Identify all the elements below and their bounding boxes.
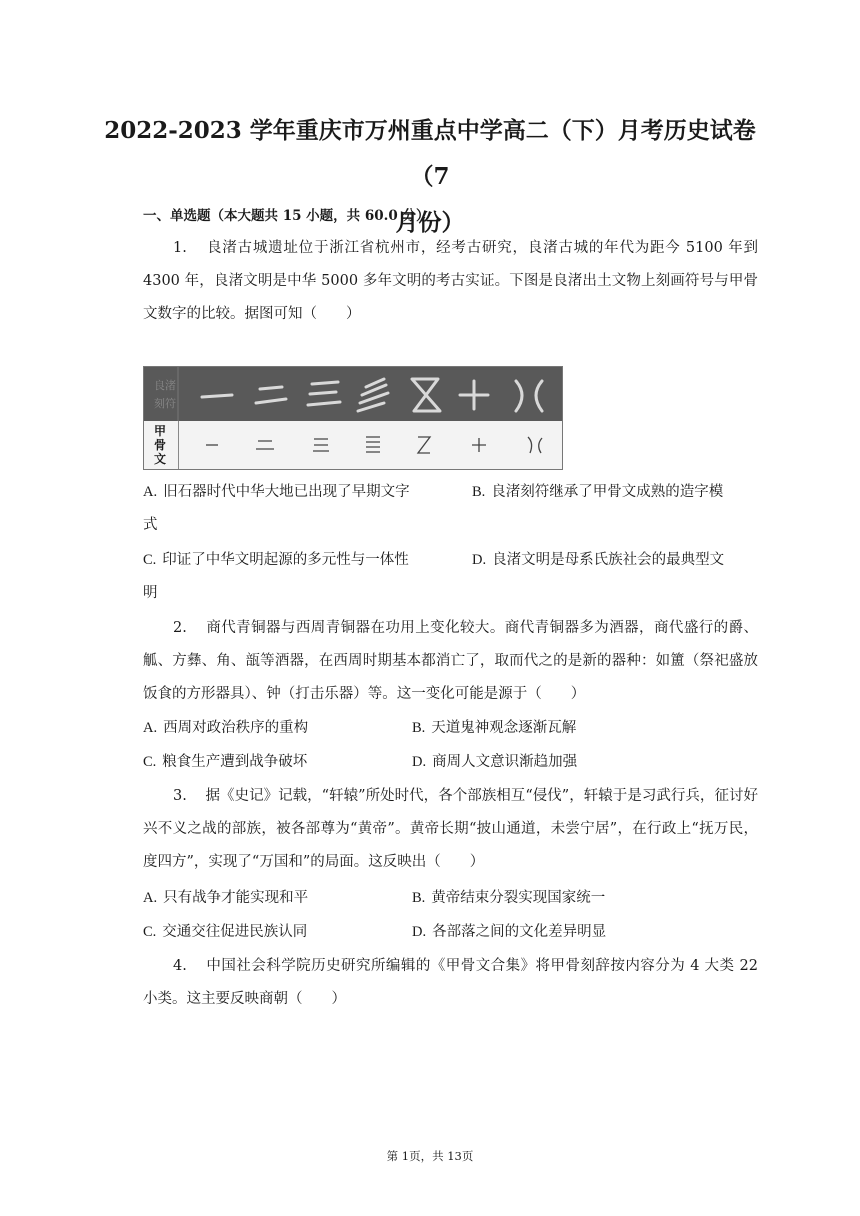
liangzhu-glyph-5 [412,379,440,411]
q3-option-b[interactable]: B. 黄帝结束分裂实现国家统一 [412,890,606,906]
oracle-glyph-4 [366,437,380,452]
question-2-stem [143,612,758,711]
q1-option-d[interactable]: D. 良渚文明是母系氏族社会的最典型文 [472,552,725,568]
q2-option-c[interactable]: C. 粮食生产遭到战争破坏 [143,754,308,770]
liangzhu-symbols [144,367,562,421]
q2-option-a[interactable]: A. 西周对政治秩序的重构 [143,720,309,736]
liangzhu-glyph-6 [460,381,488,409]
question-4-stem [143,950,758,1016]
exam-title [100,108,760,246]
question-2-text: 商代青铜器与西周青铜器在功用上变化较大。商代青铜器多为酒器，商代盛行的爵、觚、方彝、角、瓿等酒器，在西周时期基本都消亡了，取而代之的是新的器种：如簠（祭祀盛放饭食的方形器具）、钟（打击乐器）等。这一变化可能是源于（ ） [143,620,759,702]
q2-option-b[interactable]: B. 天道鬼神观念逐渐瓦解 [412,720,577,736]
q3-option-d[interactable]: D. 各部落之间的文化差异明显 [412,924,607,940]
oracle-bone-symbols [178,421,562,469]
q1-option-c[interactable]: C. 印证了中华文明起源的多元性与一体性 [143,552,409,568]
question-1-number: 1. [173,240,187,256]
liangzhu-row-label: 良渚 [154,379,176,392]
symbol-comparison-figure [143,366,563,470]
q1-option-d-wrap: 明 [143,585,158,601]
liangzhu-glyph-7 [516,381,542,411]
title-line-1: 2022-2023 学年重庆市万州重点中学高二（下）月考历史试卷（7 [104,117,756,190]
liangzhu-glyph-4 [358,379,388,411]
oracle-glyph-2 [256,441,274,449]
liangzhu-row [144,367,562,421]
liangzhu-glyph-2 [256,387,286,403]
title-line-2: 月份） [395,209,465,236]
question-3-number: 3. [173,788,187,804]
q1-option-a[interactable]: A. 旧石器时代中华大地已出现了早期文字 [143,484,410,500]
q1-option-b-wrap: 式 [143,517,158,533]
question-3-text: 据《史记》记载，“轩辕”所处时代，各个部族相互“侵伐”，轩辕于是习武行兵，征讨好兴不义之战的部族，被各部尊为“黄帝”。黄帝长期“披山通道，未尝宁居”，在行政上“抚万民，度四方”，实现了“万国和”的局面。这反映出（ ） [143,788,759,870]
svg-text:刻符: 刻符 [154,397,176,410]
oracle-glyph-5 [418,437,430,453]
oracle-glyph-3 [313,439,329,451]
section-heading: 一、单选题（本大题共 15 小题，共 60.0 分） [143,208,430,224]
oracle-glyph-7 [528,437,542,453]
question-3-stem [143,780,758,879]
q3-option-a[interactable]: A. 只有战争才能实现和平 [143,890,309,906]
liangzhu-glyph-1 [202,395,232,397]
liangzhu-glyph-3 [308,382,340,405]
page-footer: 第 1页，共 13页 [386,1149,474,1163]
oracle-bone-row [144,421,562,469]
q2-option-d[interactable]: D. 商周人文意识渐趋加强 [412,754,578,770]
question-1-text: 良渚古城遗址位于浙江省杭州市，经考古研究，良渚古城的年代为距今 5100 年到 4300 年，良渚文明是中华 5000 多年文明的考古实证。下图是良渚出土文物上刻画符号与甲骨文数字的比较。据图可知（ ） [143,240,758,322]
oracle-glyph-6 [472,438,486,452]
oracle-bone-row-label: 甲骨文 [154,424,167,466]
question-1-stem [143,232,758,331]
q1-option-b[interactable]: B. 良渚刻符继承了甲骨文成熟的造字模 [472,484,724,500]
question-2-number: 2. [173,620,187,636]
question-4-number: 4. [173,958,187,974]
question-4-text: 中国社会科学院历史研究所编辑的《甲骨文合集》将甲骨刻辞按内容分为 4 大类 22 小类。这主要反映商朝（ ） [143,958,758,1007]
q3-option-c[interactable]: C. 交通交往促进民族认同 [143,924,308,940]
